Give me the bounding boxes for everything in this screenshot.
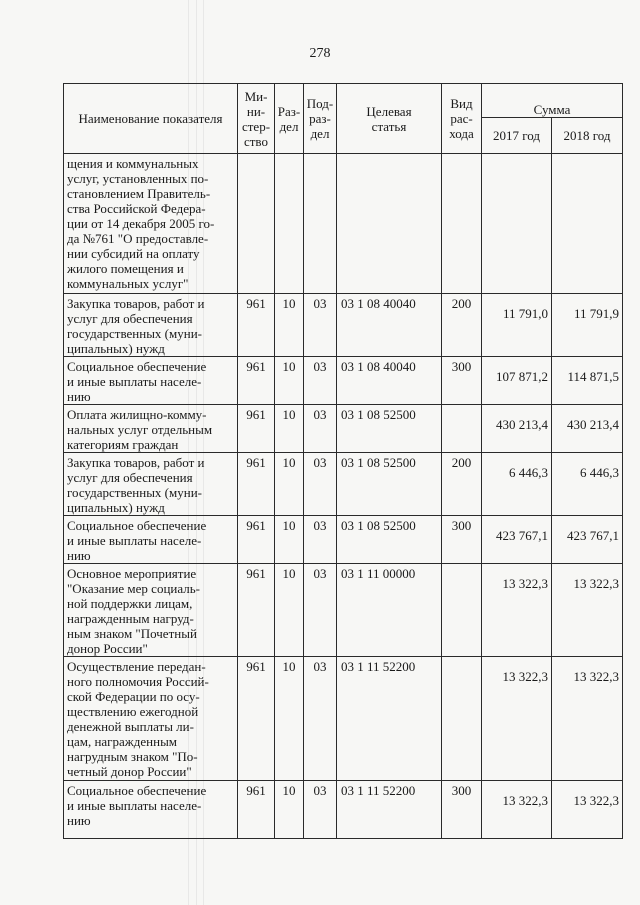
row-name-text: Оплата жилищно-комму- нальных услуг отдельным категориям граждан [67, 407, 213, 452]
row-expense-type-text: 200 [451, 455, 472, 470]
row-sum-2017-text: 13 322,3 [502, 576, 548, 591]
row-name-text: Основное мероприятие "Оказание мер социаль- ной поддержки лицам, награжденным нагруд- ным знаком "Почетный донор России" [67, 566, 200, 656]
row-name [64, 516, 238, 564]
header-section: Раз- дел [275, 84, 304, 154]
row-sum-2017 [482, 294, 552, 357]
row-sum-2018-text: 13 322,3 [573, 669, 619, 684]
row-sum-2017 [482, 357, 552, 405]
row-name-text: Закупка товаров, работ и услуг для обеспечения государственных (муни- ципальных) нужд [67, 455, 205, 515]
row-ministry [238, 453, 275, 516]
row-section [275, 294, 304, 357]
row-sum-2018 [552, 453, 623, 516]
row-name [64, 781, 238, 839]
row-subsection [304, 294, 337, 357]
row-expense-type-text: 200 [451, 296, 472, 311]
row-sum-2017 [482, 405, 552, 453]
row-sum-2017-text: 107 871,2 [496, 369, 548, 384]
row-section-text: 10 [282, 359, 296, 374]
row-section-text: 10 [282, 296, 296, 311]
row-name-text: Социальное обеспечение и иные выплаты населе- нию [67, 783, 207, 828]
row-expense-type [442, 294, 482, 357]
row-sum-2017 [482, 781, 552, 839]
row-ministry [238, 405, 275, 453]
row-section [275, 453, 304, 516]
row-sum-2018 [552, 516, 623, 564]
row-sum-2018-text: 11 791,9 [573, 306, 619, 321]
row-section-text: 10 [282, 566, 296, 581]
row-subsection-text: 03 [313, 659, 327, 674]
row-ministry-text: 961 [246, 518, 266, 533]
row-subsection [304, 154, 337, 294]
row-section-text: 10 [282, 455, 296, 470]
row-ministry [238, 516, 275, 564]
row-target [337, 516, 442, 564]
row-expense-type [442, 564, 482, 657]
row-expense-type [442, 154, 482, 294]
row-section-text: 10 [282, 659, 296, 674]
row-target-text: 03 1 08 40040 [341, 296, 416, 311]
row-subsection [304, 357, 337, 405]
row-section [275, 405, 304, 453]
table-row [64, 564, 623, 657]
row-sum-2017-text: 430 213,4 [496, 417, 548, 432]
row-name-text: Осуществление передан- ного полномочия Россий- ской Федерации по осу- ществлению ежегодной денежной выплаты ли- цам, награжденным нагрудным знаком "По- четный донор России" [67, 659, 209, 779]
row-name [64, 405, 238, 453]
row-expense-type-text: 300 [451, 783, 472, 798]
row-ministry [238, 564, 275, 657]
row-target-text: 03 1 11 52200 [341, 783, 416, 798]
row-sum-2017-text: 6 446,3 [509, 465, 548, 480]
row-section [275, 357, 304, 405]
row-ministry-text: 961 [246, 659, 266, 674]
row-subsection [304, 657, 337, 781]
row-sum-2018 [552, 294, 623, 357]
row-ministry-text: 961 [246, 407, 266, 422]
row-sum-2018 [552, 657, 623, 781]
row-target-text: 03 1 11 00000 [341, 566, 416, 581]
row-subsection [304, 405, 337, 453]
row-ministry [238, 294, 275, 357]
header-target: Целевая статья [337, 84, 442, 154]
row-section [275, 564, 304, 657]
row-sum-2017-text: 423 767,1 [496, 528, 548, 543]
row-expense-type [442, 405, 482, 453]
row-subsection [304, 516, 337, 564]
header-year-2018: 2018 год [552, 118, 623, 154]
row-name-text: щения и коммунальных услуг, установленных по- становлением Правитель- ства Российской Федера- ции от 14 декабря 2005 го- да №761 "О предоставле- нии субсидий на оплату жилого помещения и коммунальных услуг" [67, 156, 215, 291]
row-target-text: 03 1 11 52200 [341, 659, 416, 674]
table-row [64, 357, 623, 405]
row-target-text: 03 1 08 52500 [341, 518, 416, 533]
table-row [64, 657, 623, 781]
row-subsection [304, 781, 337, 839]
row-section-text: 10 [282, 407, 296, 422]
row-sum-2017 [482, 516, 552, 564]
row-name [64, 154, 238, 294]
row-section [275, 657, 304, 781]
page-number: 278 [309, 46, 331, 61]
row-sum-2018-text: 13 322,3 [573, 576, 619, 591]
row-target [337, 357, 442, 405]
header-expense-type: Вид рас- хода [442, 84, 482, 154]
table-row [64, 154, 623, 294]
row-subsection-text: 03 [313, 566, 327, 581]
row-sum-2018 [552, 357, 623, 405]
row-expense-type-text: 300 [451, 359, 472, 374]
row-section-text: 10 [282, 518, 296, 533]
row-subsection-text: 03 [313, 296, 327, 311]
row-target [337, 294, 442, 357]
row-subsection-text: 03 [313, 407, 327, 422]
row-target-text: 03 1 08 40040 [341, 359, 416, 374]
row-expense-type [442, 357, 482, 405]
header-name: Наименование показателя [64, 84, 238, 154]
table-row [64, 294, 623, 357]
row-sum-2018-text: 114 871,5 [567, 369, 619, 384]
row-expense-type [442, 453, 482, 516]
row-expense-type [442, 516, 482, 564]
row-name-text: Социальное обеспечение и иные выплаты населе- нию [67, 518, 207, 563]
row-subsection-text: 03 [313, 783, 327, 798]
row-section-text: 10 [282, 783, 296, 798]
row-subsection-text: 03 [313, 455, 327, 470]
row-target [337, 657, 442, 781]
row-sum-2018 [552, 154, 623, 294]
row-sum-2017-text: 11 791,0 [502, 306, 548, 321]
row-subsection [304, 453, 337, 516]
row-ministry [238, 781, 275, 839]
header-ministry: Ми- ни- стер- ство [238, 84, 275, 154]
row-section [275, 154, 304, 294]
row-sum-2017 [482, 453, 552, 516]
row-subsection-text: 03 [313, 359, 327, 374]
row-name [64, 657, 238, 781]
row-target [337, 781, 442, 839]
row-target [337, 453, 442, 516]
row-section [275, 781, 304, 839]
row-subsection-text: 03 [313, 518, 327, 533]
row-sum-2017 [482, 154, 552, 294]
row-target-text: 03 1 08 52500 [341, 455, 416, 470]
row-ministry-text: 961 [246, 296, 266, 311]
row-ministry [238, 154, 275, 294]
row-sum-2017-text: 13 322,3 [502, 793, 548, 808]
row-expense-type-text: 300 [451, 518, 472, 533]
row-expense-type [442, 781, 482, 839]
row-name [64, 564, 238, 657]
table-row [64, 516, 623, 564]
row-sum-2018-text: 430 213,4 [567, 417, 619, 432]
row-sum-2018-text: 13 322,3 [573, 793, 619, 808]
header-subsection: Под- раз- дел [304, 84, 337, 154]
row-name [64, 294, 238, 357]
row-target [337, 405, 442, 453]
row-expense-type [442, 657, 482, 781]
row-ministry [238, 657, 275, 781]
row-name [64, 453, 238, 516]
row-sum-2017-text: 13 322,3 [502, 669, 548, 684]
row-ministry-text: 961 [246, 566, 266, 581]
header-sum: Сумма [482, 84, 623, 118]
row-ministry [238, 357, 275, 405]
row-sum-2018 [552, 781, 623, 839]
row-name-text: Социальное обеспечение и иные выплаты населе- нию [67, 359, 207, 404]
row-ministry-text: 961 [246, 783, 266, 798]
row-ministry-text: 961 [246, 455, 266, 470]
row-sum-2018 [552, 564, 623, 657]
table-row [64, 781, 623, 839]
row-sum-2018-text: 423 767,1 [567, 528, 619, 543]
row-sum-2017 [482, 564, 552, 657]
header-year-2017: 2017 год [482, 118, 552, 154]
table-row [64, 405, 623, 453]
row-target [337, 564, 442, 657]
row-name-text: Закупка товаров, работ и услуг для обеспечения государственных (муни- ципальных) нужд [67, 296, 205, 356]
row-subsection [304, 564, 337, 657]
row-target-text: 03 1 08 52500 [341, 407, 416, 422]
row-target [337, 154, 442, 294]
table-row [64, 453, 623, 516]
row-section [275, 516, 304, 564]
row-sum-2017 [482, 657, 552, 781]
row-sum-2018 [552, 405, 623, 453]
row-sum-2018-text: 6 446,3 [580, 465, 619, 480]
budget-table [63, 83, 623, 839]
row-name [64, 357, 238, 405]
row-ministry-text: 961 [246, 359, 266, 374]
